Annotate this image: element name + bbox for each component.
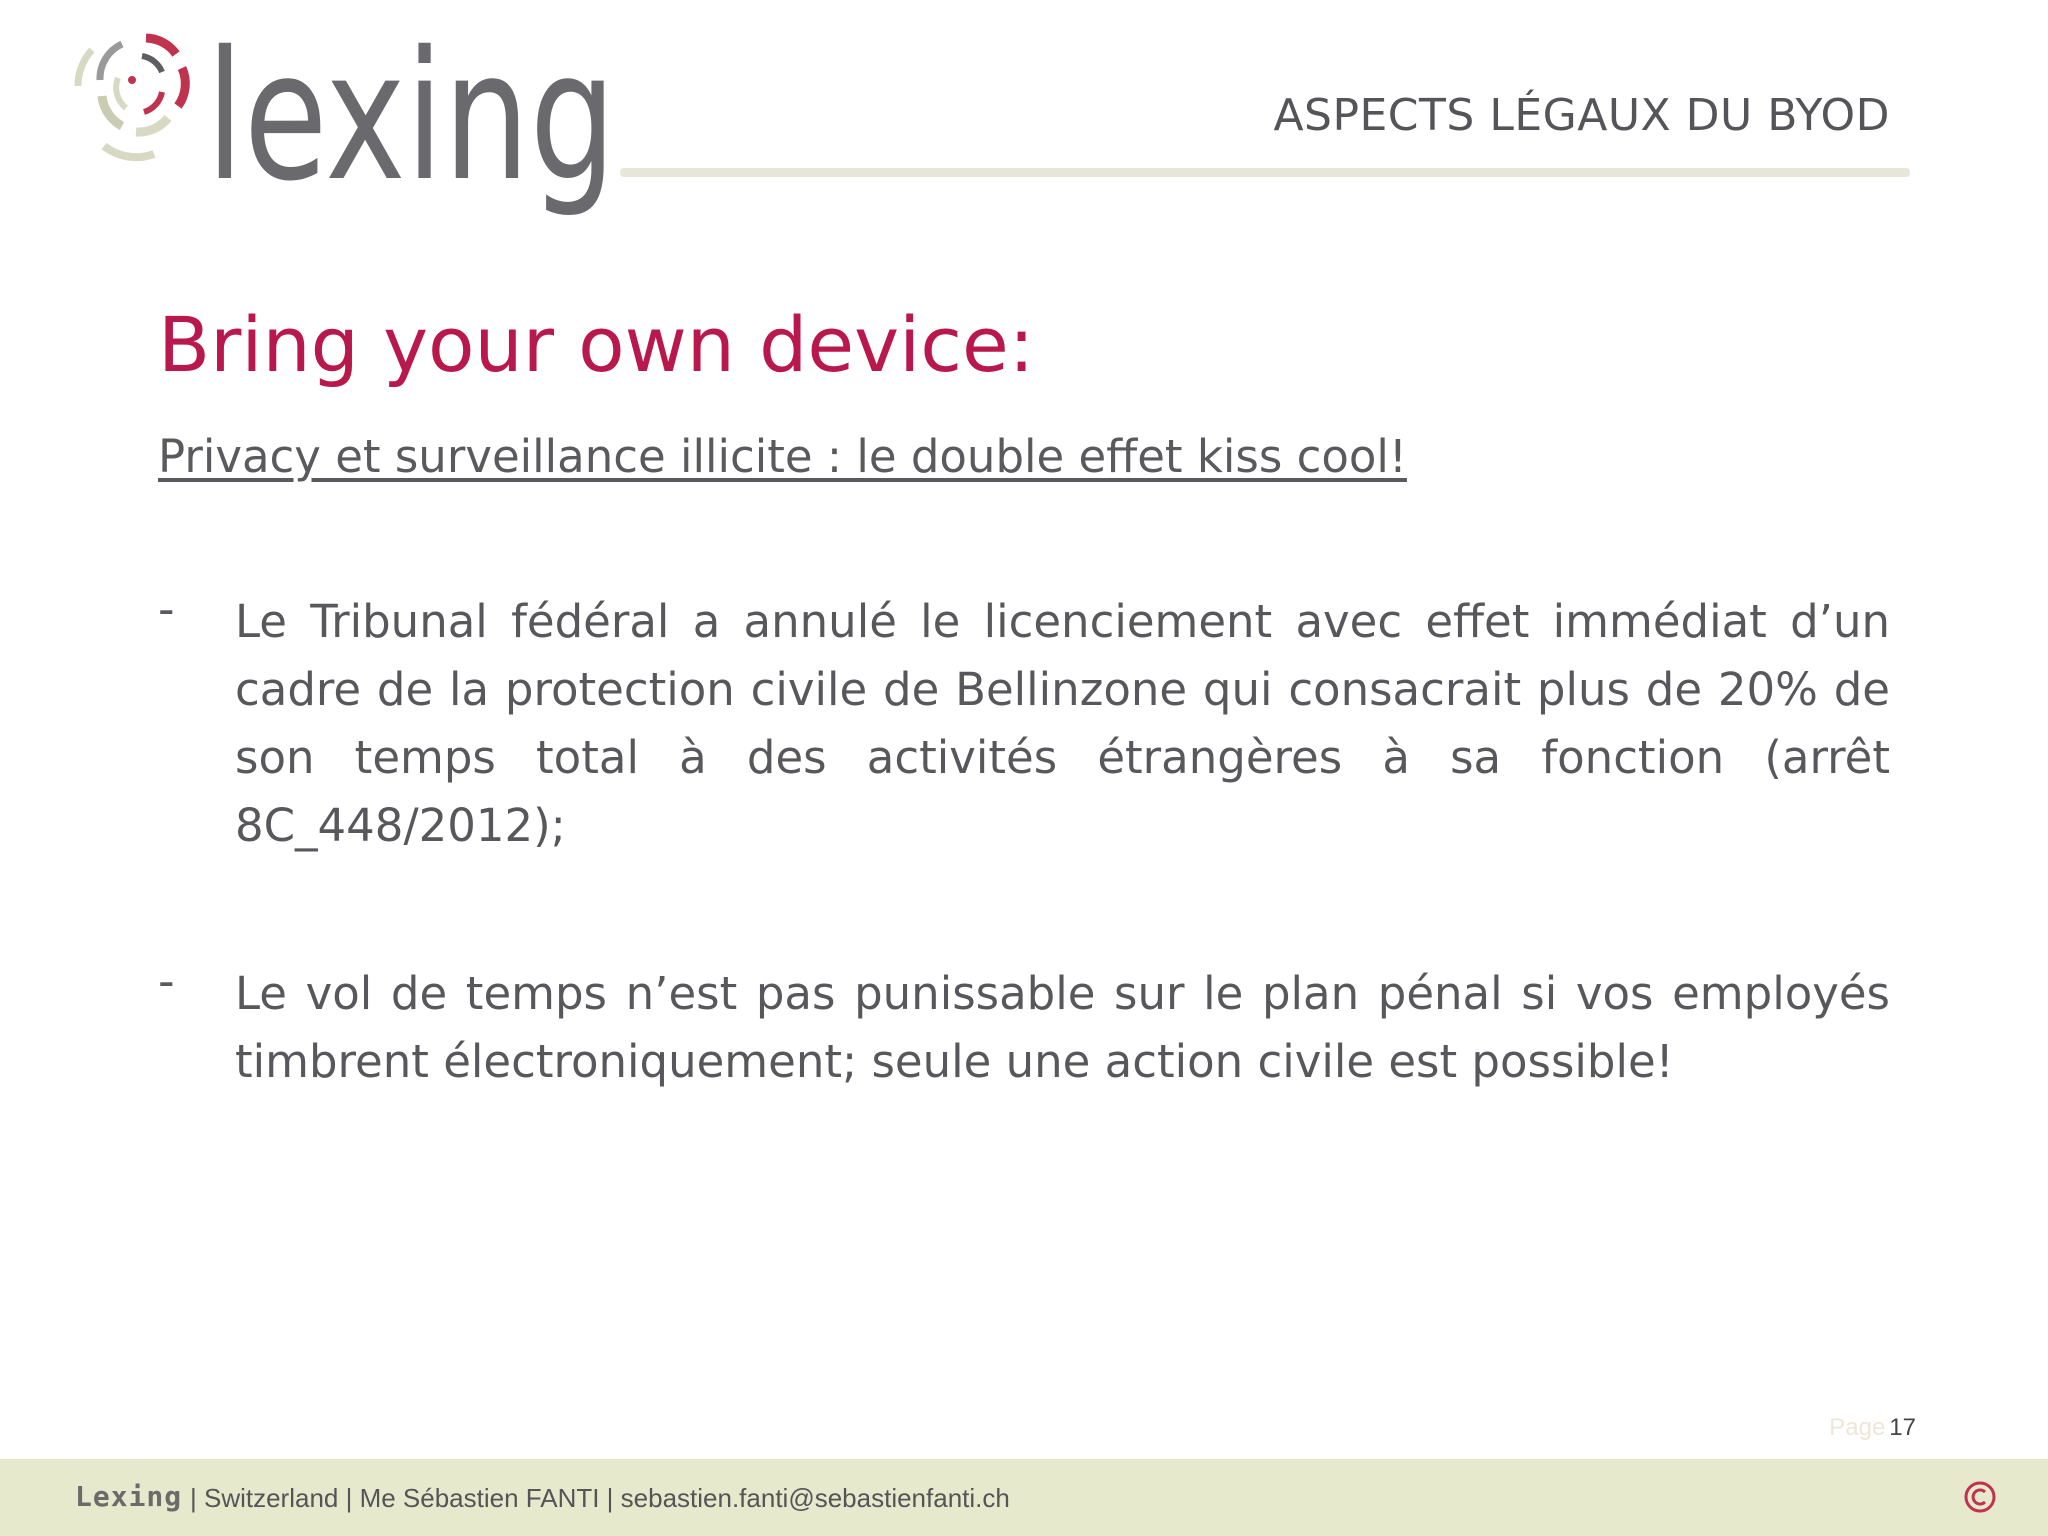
footer-contact: | Switzerland | Me Sébastien FANTI | sebastien.fanti@sebastienfanti.ch [190,1483,1010,1513]
slide-subtitle: Privacy et surveillance illicite : le double effet kiss cool! [158,430,1407,483]
bullet-text: Le vol de temps n’est pas punissable sur le plan pénal si vos employés timbrent électroniquement; seule une action civile est possible! [235,967,1890,1088]
page-number-value: 17 [1889,1414,1916,1441]
bullet-dash: - [158,954,175,1008]
logo-wordmark: lexing [206,13,616,220]
bullet-list [158,582,1890,1196]
bullet-item [158,582,1890,860]
bullet-text: Le Tribunal fédéral a annulé le licenciement avec effet immédiat d’un cadre de la protection civile de Bellinzone qui consacrait plus de 20% de son temps total à des activités étrangères à sa fonction (arrêt 8C_448/2012); [235,595,1890,852]
slide-title: Bring your own device: [158,300,1035,389]
page-number [1829,1414,1916,1442]
logo-ring-icon [78,38,185,157]
section-title: ASPECTS LÉGAUX DU BYOD [1273,90,1890,141]
copyright-icon [1962,1479,1998,1515]
lexing-logo [64,13,624,278]
footer-brand: Lexing [75,1480,183,1513]
bullet-dash: - [158,582,175,636]
page-label: Page [1829,1414,1886,1441]
bullet-item [158,954,1890,1096]
footer-bar [0,1459,2048,1536]
header-divider [620,168,1910,177]
